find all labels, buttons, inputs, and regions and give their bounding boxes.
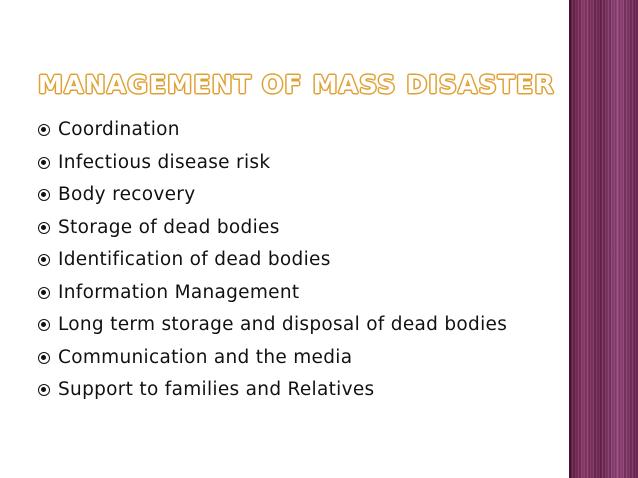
radio-circle-icon: [38, 287, 50, 299]
bullet-text: Communication and the media: [58, 346, 353, 368]
radio-circle-icon: [38, 189, 50, 201]
list-item: [36, 345, 536, 371]
bullet-text: Coordination: [58, 119, 180, 140]
radio-circle-icon: [38, 352, 50, 364]
list-item: [36, 150, 536, 176]
slide-title: MANAGEMENT OF MASS DISASTER: [38, 70, 555, 99]
list-item: [36, 280, 536, 306]
list-item: [36, 117, 536, 143]
bullet-list: [36, 117, 536, 410]
bullet-text: Storage of dead bodies: [58, 216, 280, 238]
bullet-text: Identification of dead bodies: [58, 249, 331, 270]
bullet-text: Long term storage and disposal of dead bodies: [58, 314, 508, 335]
radio-circle-icon: [38, 384, 50, 396]
list-item: [36, 312, 536, 338]
bullet-text: Body recovery: [58, 184, 196, 205]
radio-circle-icon: [38, 222, 50, 234]
list-item: [36, 182, 536, 208]
bullet-text: Infectious disease risk: [58, 151, 271, 173]
bullet-text: Support to families and Relatives: [58, 379, 375, 400]
decorative-side-band: [569, 0, 638, 478]
list-item: [36, 247, 536, 273]
radio-circle-icon: [38, 319, 50, 331]
radio-circle-icon: [38, 254, 50, 266]
list-item: [36, 377, 536, 403]
radio-circle-icon: [38, 157, 50, 169]
list-item: [36, 215, 536, 241]
bullet-text: Information Management: [58, 281, 300, 303]
radio-circle-icon: [38, 124, 50, 136]
